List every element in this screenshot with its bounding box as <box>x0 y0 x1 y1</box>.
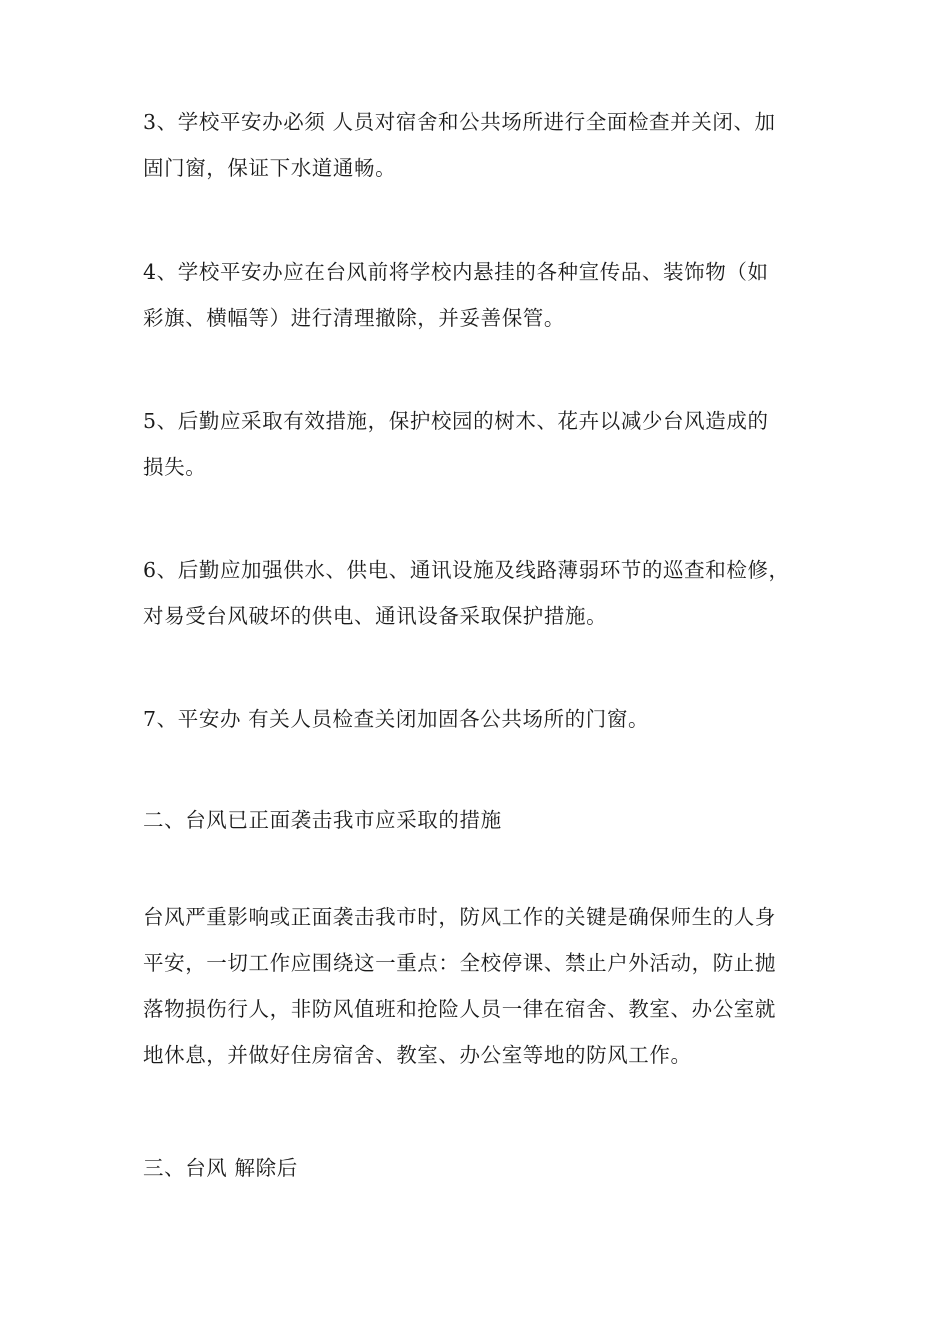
heading-text: 三、台风 解除后 <box>143 1156 298 1180</box>
paragraph-line: 5、后勤应采取有效措施，保护校园的树木、花卉以减少台风造成的 <box>143 409 769 433</box>
paragraph-line: 3、学校平安办必须 人员对宿舍和公共场所进行全面检查并关闭、加 <box>143 110 776 134</box>
paragraph-line: 彩旗、横幅等）进行清理撤除，并妥善保管。 <box>143 306 565 330</box>
paragraph-line: 固门窗，保证下水道通畅。 <box>143 156 397 180</box>
paragraph-line: 6、后勤应加强供水、供电、通讯设施及线路薄弱环节的巡查和检修， <box>143 558 790 582</box>
paragraph-line: 平安，一切工作应围绕这一重点：全校停课、禁止户外活动，防止抛 <box>143 951 776 975</box>
paragraph-item-5 <box>143 398 823 490</box>
paragraph-line: 台风严重影响或正面袭击我市时，防风工作的关键是确保师生的人身 <box>143 905 776 929</box>
section-heading-2 <box>143 797 823 843</box>
heading-text: 二、台风已正面袭击我市应采取的措施 <box>143 808 502 832</box>
paragraph-line: 落物损伤行人，非防风值班和抢险人员一律在宿舍、教室、办公室就 <box>143 997 776 1021</box>
paragraph-line: 对易受台风破坏的供电、通讯设备采取保护措施。 <box>143 604 608 628</box>
paragraph-line: 地休息，并做好住房宿舍、教室、办公室等地的防风工作。 <box>143 1043 692 1067</box>
paragraph-item-7 <box>143 696 823 742</box>
paragraph-line: 4、学校平安办应在台风前将学校内悬挂的各种宣传品、装饰物（如 <box>143 260 769 284</box>
paragraph-item-3 <box>143 99 823 191</box>
paragraph-typhoon-measures <box>143 894 823 1078</box>
section-heading-3 <box>143 1145 823 1191</box>
paragraph-item-4 <box>143 249 823 341</box>
paragraph-item-6 <box>143 547 823 639</box>
paragraph-line: 7、平安办 有关人员检查关闭加固各公共场所的门窗。 <box>143 707 650 731</box>
paragraph-line: 损失。 <box>143 455 207 479</box>
